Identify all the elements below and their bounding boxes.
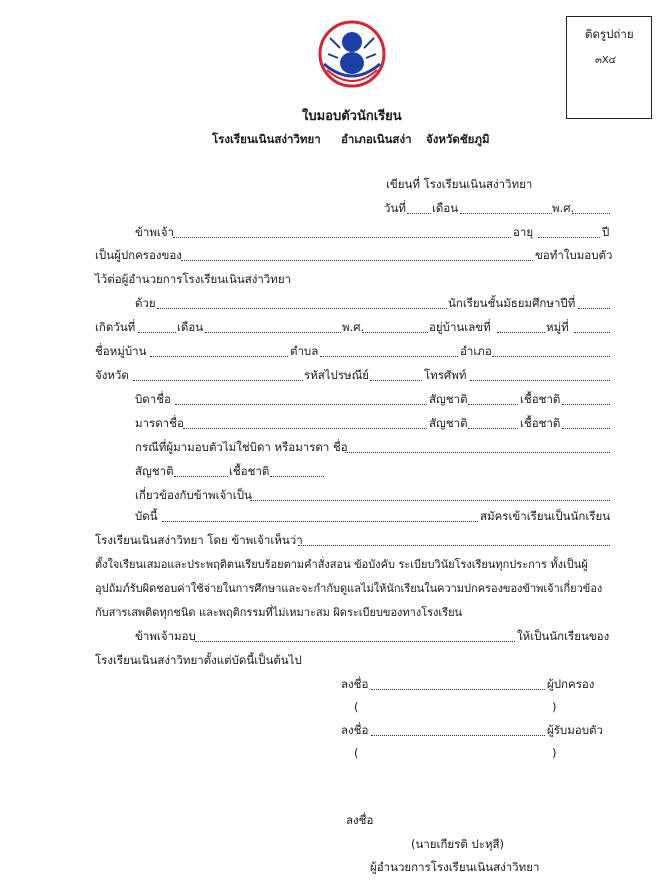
- label-postcode: รหัสไปรษณีย์: [304, 368, 370, 382]
- label-house-no: อยู่บ้านเลขที่: [429, 320, 491, 334]
- label-birth-year: พ.ศ.: [342, 320, 365, 334]
- form-title: ใบมอบตัวนักเรียน: [302, 109, 402, 124]
- father-name-field[interactable]: [175, 404, 427, 405]
- label-moo: หมู่ที่: [546, 320, 569, 334]
- applicant-name-field[interactable]: [162, 521, 478, 522]
- written-at: เขียนที่ โรงเรียนเนินสง่าวิทยา: [386, 177, 533, 191]
- birth-year-field[interactable]: [362, 332, 428, 333]
- label-if-not-parent: กรณีที่ผู้มามอบตัวไม่ใช่บิดา หรือมารดา ชื่อ: [135, 440, 348, 454]
- school-logo: [316, 18, 388, 90]
- mother-name-field[interactable]: [183, 428, 427, 429]
- label-birth-month: เดือน: [177, 320, 204, 334]
- guardian-age-field[interactable]: [538, 237, 600, 238]
- father-nationality-field[interactable]: [468, 404, 518, 405]
- director-position: ผู้อำนวยการโรงเรียนเนินสง่าวิทยา: [370, 860, 540, 874]
- guardian-close-paren: ): [552, 700, 557, 714]
- mother-race-field[interactable]: [562, 428, 610, 429]
- guardian-name-field[interactable]: [173, 237, 511, 238]
- receiver-close-paren: ): [552, 746, 557, 760]
- label-province: จังหวัด: [95, 368, 129, 382]
- label-apply: สมัครเข้าเรียนเป็นนักเรียน: [480, 509, 611, 523]
- photo-label: ติดรูปถ่าย: [585, 27, 634, 41]
- label-school-agree: โรงเรียนเนินสง่าวิทยา โดย ข้าพเจ้าเห็นว่า: [95, 533, 303, 547]
- label-i-hand-over: ข้าพเจ้ามอบ: [135, 629, 196, 643]
- amphoe-field[interactable]: [492, 356, 610, 357]
- label-director-sign: ลงชื่อ: [346, 813, 374, 827]
- label-mother-race: เชื้อชาติ: [520, 416, 561, 430]
- house-no-field[interactable]: [497, 332, 545, 333]
- paragraph-line-2: อุปถัมภ์รับผิดชอบค่าใช้จ่ายในการศึกษาและจะกำกับดูแลไม่ให้นักเรียนในความปกครองของข้าพเจ้าเกี่ยวข้อง: [95, 582, 603, 595]
- label-born-on: เกิดวันที่: [95, 320, 136, 334]
- other-race-field[interactable]: [270, 476, 324, 477]
- photo-size-label: ๓X๔: [595, 55, 617, 66]
- label-father-nationality: สัญชาติ: [429, 392, 468, 406]
- date-day-field[interactable]: [407, 213, 431, 214]
- village-field[interactable]: [150, 356, 288, 357]
- school-name: โรงเรียนเนินสง่าวิทยา: [212, 132, 321, 146]
- label-phone: โทรศัพท์: [424, 368, 467, 382]
- label-subdistrict: ตำบล: [290, 344, 319, 358]
- label-student-grade: นักเรียนชั้นมัธยมศึกษาปีที่: [448, 296, 576, 310]
- subdistrict-field[interactable]: [320, 356, 458, 357]
- label-year: พ.ศ.: [552, 201, 575, 215]
- label-mother-nationality: สัญชาติ: [429, 416, 468, 430]
- director-name: (นายเกียรติ ปะหุสี): [411, 837, 505, 851]
- label-guardian: ผู้ปกครอง: [547, 677, 595, 691]
- label-with: ด้วย: [135, 296, 156, 310]
- label-month: เดือน: [432, 201, 459, 215]
- student-fullname-field[interactable]: [157, 308, 447, 309]
- label-date: วันที่: [384, 201, 406, 215]
- district-name: อำเภอเนินสง่า: [341, 132, 412, 146]
- receiver-open-paren: (: [354, 746, 359, 760]
- province-field[interactable]: [133, 380, 303, 381]
- other-guardian-name-field[interactable]: [345, 452, 610, 453]
- label-receiver: ผู้รับมอบตัว: [547, 723, 603, 737]
- label-year-unit: ปี: [602, 225, 610, 239]
- paragraph-line-3: กับสารเสพติดทุกชนิด และพฤติกรรมที่ไม่เหมาะสม ผิดระเบียบของทางโรงเรียน: [95, 606, 463, 619]
- label-submit: ขอทำใบมอบตัว: [535, 248, 613, 262]
- date-month-field[interactable]: [460, 213, 552, 214]
- label-i-am: ข้าพเจ้า: [135, 225, 175, 239]
- province-name: จังหวัดชัยภูมิ: [426, 132, 490, 146]
- label-age: อายุ: [513, 225, 534, 239]
- relation-field[interactable]: [250, 500, 610, 501]
- label-village: ชื่อหมู่บ้าน: [95, 344, 147, 358]
- label-guardian-of: เป็นผู้ปกครองของ: [95, 248, 182, 262]
- label-other-nationality: สัญชาติ: [135, 464, 174, 478]
- label-guardian-sign: ลงชื่อ: [341, 677, 369, 691]
- postcode-field[interactable]: [370, 380, 422, 381]
- paragraph-line-1: ตั้งใจเรียนเสมอและประพฤติตนเรียบร้อยตามคำสั่งสอน ข้อบังคับ ระเบียบวินัยโรงเรียนทุกประการ ทั้งเป็นผู้: [95, 558, 588, 571]
- mother-nationality-field[interactable]: [468, 428, 518, 429]
- birth-month-field[interactable]: [205, 332, 341, 333]
- other-nationality-field[interactable]: [174, 476, 228, 477]
- guardian-signature-field[interactable]: [371, 689, 545, 690]
- label-amphoe: อำเภอ: [460, 344, 492, 358]
- label-now: บัดนี้: [135, 509, 158, 523]
- label-to-director: ไว้ต่อผู้อำนวยการโรงเรียนเนินสง่าวิทยา: [95, 272, 292, 286]
- guardian-open-paren: (: [354, 700, 359, 714]
- label-to-be-student: ให้เป็นนักเรียนของ: [517, 629, 610, 643]
- label-receiver-sign: ลงชื่อ: [341, 723, 369, 737]
- date-year-field[interactable]: [572, 213, 610, 214]
- agree-reason-field[interactable]: [298, 545, 610, 546]
- receiver-signature-field[interactable]: [371, 735, 545, 736]
- birth-day-field[interactable]: [138, 332, 176, 333]
- photo-placeholder-box: [566, 16, 652, 119]
- moo-field[interactable]: [574, 332, 610, 333]
- label-relation: เกี่ยวข้องกับข้าพเจ้าเป็น: [135, 488, 252, 502]
- label-other-race: เชื้อชาติ: [229, 464, 270, 478]
- phone-field[interactable]: [470, 380, 610, 381]
- handover-student-field[interactable]: [195, 641, 515, 642]
- student-name-field[interactable]: [181, 260, 533, 261]
- label-from-now: โรงเรียนเนินสง่าวิทยาตั้งแต่บัดนี้เป็นต้นไป: [95, 653, 302, 667]
- label-father-race: เชื้อชาติ: [520, 392, 561, 406]
- father-race-field[interactable]: [562, 404, 610, 405]
- label-father: บิดาชื่อ: [135, 392, 171, 406]
- label-mother: มารดาชื่อ: [135, 416, 184, 430]
- grade-field[interactable]: [578, 308, 610, 309]
